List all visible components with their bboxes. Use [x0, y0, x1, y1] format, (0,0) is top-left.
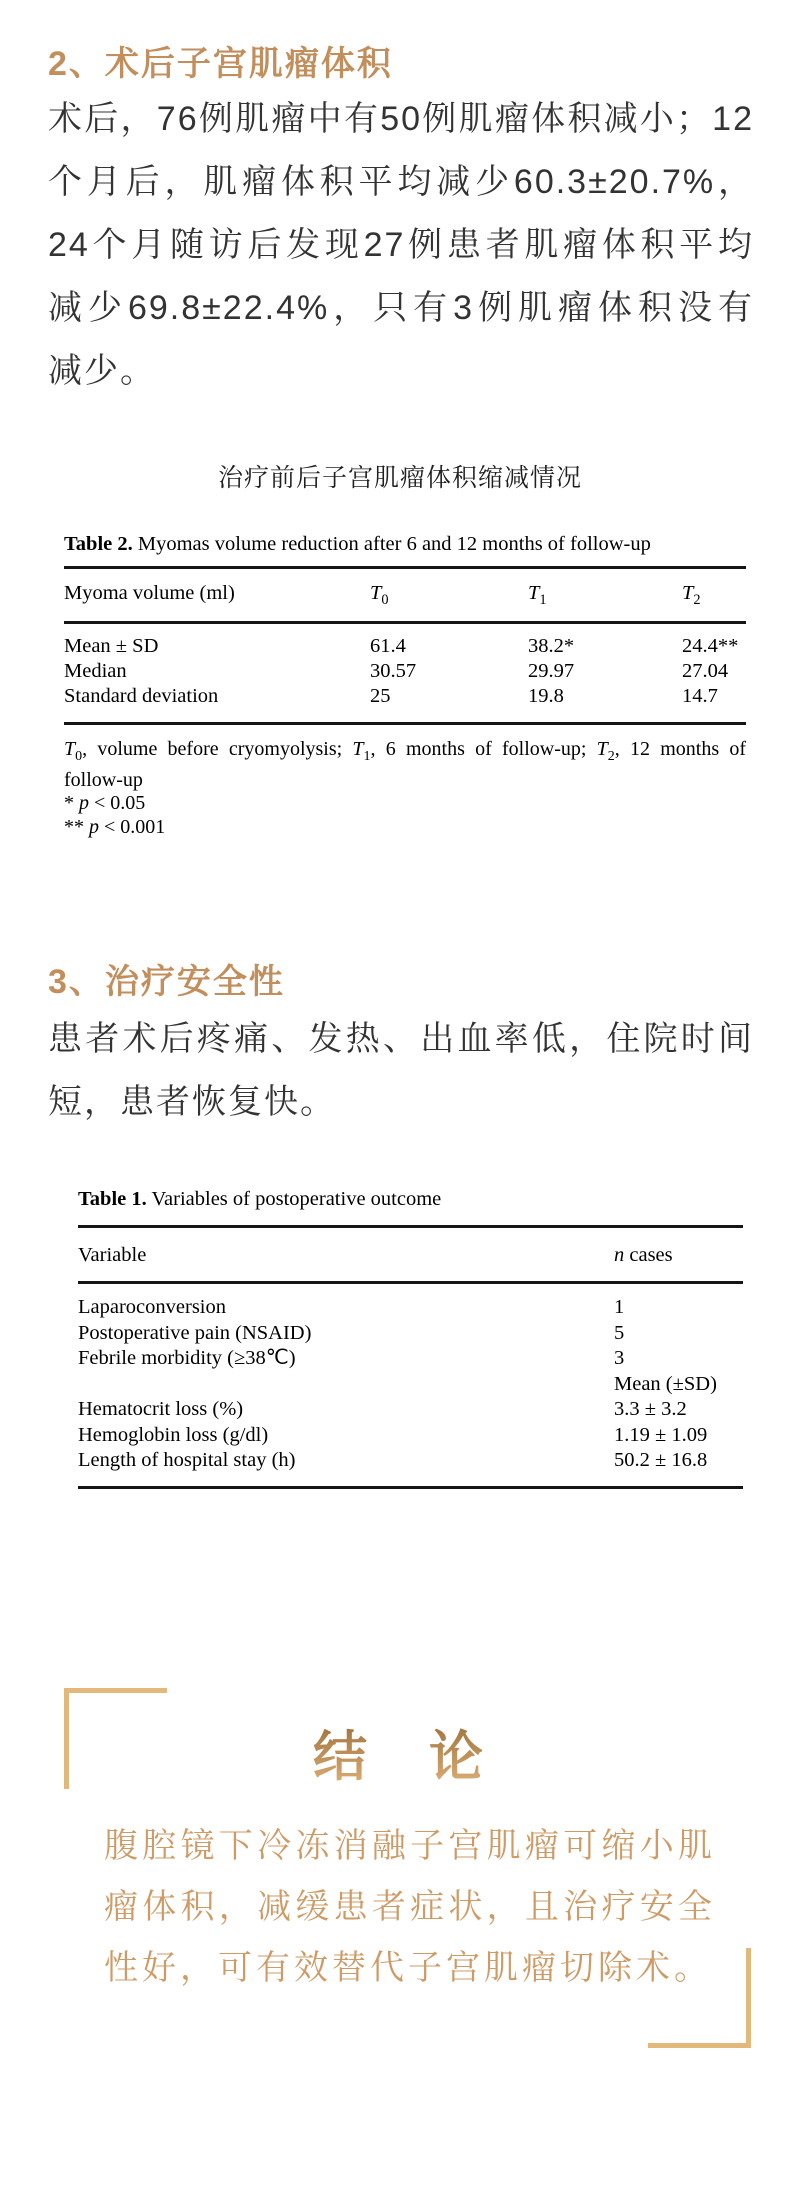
column-header-n-cases	[614, 1244, 743, 1267]
conclusion-title: 结 论	[0, 1724, 800, 1790]
table-2-footnotes	[64, 738, 746, 839]
footnote-p-0001	[64, 816, 746, 840]
cell-t0: 30.57	[370, 660, 417, 683]
table-row	[64, 684, 746, 709]
t-symbol: T	[682, 582, 694, 604]
table-2-caption-label: Table 2.	[64, 533, 133, 555]
table-2-body	[64, 624, 746, 722]
table-row	[64, 659, 746, 684]
t0-subscript: 0	[381, 592, 389, 609]
footnote-text: < 0.001	[99, 815, 166, 838]
corner-bracket-bottom-right	[648, 1948, 751, 2048]
conclusion-paragraph	[104, 1816, 716, 1999]
cell-t0: 61.4	[370, 635, 406, 658]
t2-subscript: 2	[607, 749, 615, 765]
row-label	[78, 1372, 614, 1398]
p-symbol: p	[89, 815, 99, 838]
cell-t2: 27.04	[682, 660, 729, 683]
row-label: Febrile morbidity (≥38℃)	[78, 1347, 296, 1369]
table-rule-bottom	[78, 1486, 743, 1489]
table-row	[78, 1295, 743, 1321]
cell-value: 3.3 ± 3.2	[614, 1398, 687, 1420]
paragraph-line: 减少69.8±22.4%，只有3例肌瘤体积没有	[48, 289, 754, 327]
section-2-paragraph	[48, 88, 754, 403]
conclusion-line: 腹腔镜下冷冻消融子宫肌瘤可缩小肌	[104, 1827, 716, 1865]
row-label: Postoperative pain (NSAID)	[78, 1321, 312, 1344]
table-row	[78, 1346, 743, 1372]
t-symbol: T	[528, 582, 540, 604]
row-label: Hematocrit loss (%)	[78, 1398, 244, 1420]
table-1-body	[78, 1284, 743, 1486]
t1-subscript: 1	[539, 592, 547, 609]
t-symbol: T	[596, 738, 608, 761]
table-2-header-row	[64, 569, 746, 621]
cell-t1: 29.97	[528, 660, 575, 683]
cell-t1: 19.8	[528, 685, 564, 708]
cell-value: 1	[614, 1296, 625, 1318]
table-2-caption	[64, 531, 746, 558]
cell-t2: 14.7	[682, 685, 718, 708]
table-2-caption-text: Myomas volume reduction after 6 and 12 months of follow-up	[132, 533, 651, 555]
table-row	[78, 1321, 743, 1347]
cell-t1: 38.2*	[528, 635, 575, 658]
cell-t0: 25	[370, 685, 391, 708]
section-2-heading: 2、术后子宫肌瘤体积	[48, 45, 393, 83]
cell-value: Mean (±SD)	[614, 1372, 717, 1395]
footnote-text: , volume before cryomyolysis;	[82, 738, 353, 761]
cases-text: cases	[624, 1244, 673, 1266]
footnote-definitions	[64, 738, 746, 792]
row-label: Median	[64, 660, 127, 683]
table-rule-bottom	[64, 722, 746, 725]
cell-value: 3	[614, 1347, 625, 1369]
table-row	[78, 1372, 743, 1398]
footnote-text: < 0.05	[89, 792, 146, 815]
table-2	[64, 531, 746, 839]
paragraph-line: 术后，76例肌瘤中有50例肌瘤体积减小；12	[48, 100, 754, 138]
column-header-variable: Variable	[78, 1244, 147, 1266]
section-3-heading: 3、治疗安全性	[48, 963, 285, 1001]
conclusion-line: 性好，可有效替代子宫肌瘤切除术。	[104, 1949, 712, 1987]
footnote-p-005	[64, 792, 746, 816]
footnote-text: , 6 months of follow-up;	[370, 738, 597, 761]
table-2-chinese-caption: 治疗前后子宫肌瘤体积缩减情况	[217, 464, 582, 492]
row-label: Hemoglobin loss (g/dl)	[78, 1423, 269, 1446]
conclusion-line: 瘤体积，减缓患者症状，且治疗安全	[104, 1888, 716, 1926]
table-1	[78, 1186, 743, 1489]
asterisk: *	[64, 792, 79, 815]
column-header-t2	[682, 582, 746, 609]
footnote-text: , 12 months of follow-up	[64, 738, 746, 791]
table-1-caption-label: Table 1.	[78, 1188, 147, 1210]
n-symbol: n	[614, 1244, 625, 1266]
cell-value: 50.2 ± 16.8	[614, 1449, 708, 1471]
row-label: Length of hospital stay (h)	[78, 1449, 296, 1471]
paragraph-line: 24个月随访后发现27例患者肌瘤体积平均	[48, 226, 754, 264]
t0-subscript: 0	[75, 749, 83, 765]
cell-value: 5	[614, 1321, 625, 1344]
column-header-t0	[370, 582, 528, 609]
row-label: Laparoconversion	[78, 1296, 226, 1318]
cell-t2: 24.4**	[682, 635, 739, 658]
paragraph-line: 减少。	[48, 352, 156, 390]
table-row	[64, 634, 746, 659]
row-label: Mean ± SD	[64, 635, 159, 658]
section-3-paragraph	[48, 1008, 754, 1134]
p-symbol: p	[79, 792, 89, 815]
table-row	[78, 1397, 743, 1423]
table-row	[78, 1423, 743, 1449]
t-symbol: T	[352, 738, 364, 761]
row-label: Standard deviation	[64, 685, 219, 708]
cell-value: 1.19 ± 1.09	[614, 1423, 708, 1446]
paragraph-line: 患者术后疼痛、发热、出血率低，住院时间	[48, 1020, 754, 1058]
table-1-caption	[78, 1186, 743, 1213]
table-1-header-row	[78, 1228, 743, 1281]
double-asterisk: **	[64, 815, 89, 838]
t-symbol: T	[64, 738, 76, 761]
table-1-caption-text: Variables of postoperative outcome	[146, 1188, 442, 1210]
t1-subscript: 1	[363, 749, 371, 765]
t-symbol: T	[370, 582, 382, 604]
table-row	[78, 1448, 743, 1474]
paragraph-line: 个月后，肌瘤体积平均减少60.3±20.7%，	[48, 163, 754, 201]
t2-subscript: 2	[693, 592, 701, 609]
paragraph-line: 短，患者恢复快。	[48, 1083, 336, 1121]
column-header-t1	[528, 582, 682, 609]
column-header-myoma-volume: Myoma volume (ml)	[64, 582, 235, 604]
